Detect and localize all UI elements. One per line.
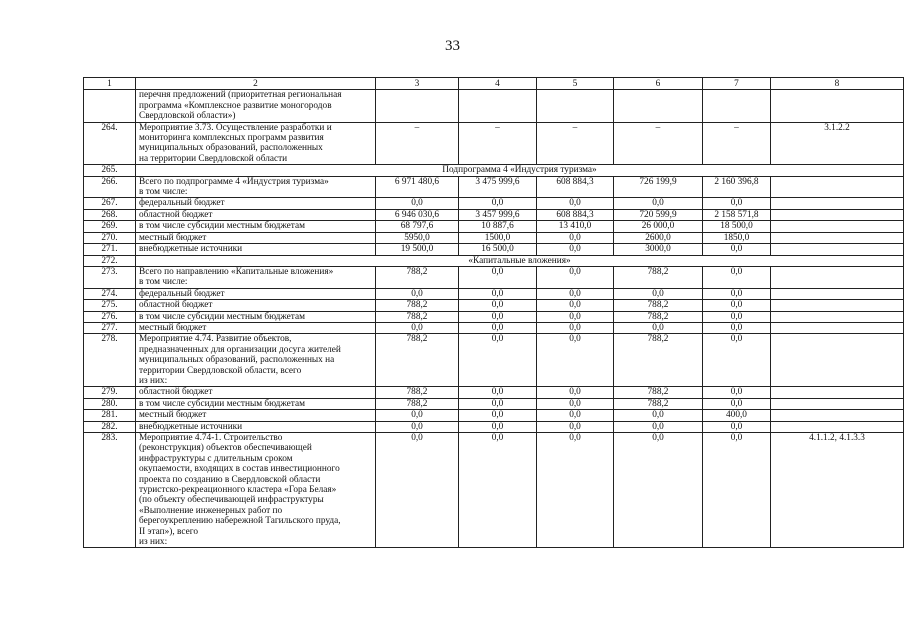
table-row (84, 198, 904, 209)
table-row (84, 387, 904, 398)
value-cell-c4: – (459, 122, 537, 165)
page-number: 33 (445, 38, 460, 54)
row-name: Мероприятие 4.74. Развитие объектов, предназначенных для организации досуга жителей муниципальных образований, расположенных на территории Свердловской области, всего из них: (136, 334, 376, 387)
table-row (84, 334, 904, 387)
table-row (84, 288, 904, 299)
row-number: 265. (84, 165, 136, 176)
column-header: 5 (537, 78, 614, 90)
value-cell-c6: 788,2 (614, 311, 703, 322)
row-number: 282. (84, 421, 136, 432)
value-cell-c5: 0,0 (537, 198, 614, 209)
row-name: Всего по подпрограмме 4 «Индустрия туризма» в том числе: (136, 176, 376, 198)
value-cell-c5: 0,0 (537, 387, 614, 398)
column-header: 4 (459, 78, 537, 90)
value-cell-c7: 18 500,0 (703, 221, 771, 232)
value-cell-c5: 0,0 (537, 433, 614, 548)
value-cell-c4: 0,0 (459, 387, 537, 398)
row-number: 273. (84, 266, 136, 288)
value-cell-c7: 0,0 (703, 311, 771, 322)
value-cell-c7: 2 160 396,8 (703, 176, 771, 198)
row-number: 276. (84, 311, 136, 322)
row-name: в том числе субсидии местным бюджетам (136, 398, 376, 409)
value-cell-c6: 720 599,9 (614, 209, 703, 220)
row-name: перечня предложений (приоритетная региональная программа «Комплексное развитие моногородов Свердловской области») (136, 90, 376, 122)
value-cell-c3: 788,2 (376, 387, 459, 398)
value-cell-c7: 0,0 (703, 244, 771, 255)
value-cell-c3: 0,0 (376, 410, 459, 421)
table-row (84, 266, 904, 288)
value-cell-c5: 0,0 (537, 288, 614, 299)
value-cell-c7: 0,0 (703, 322, 771, 333)
value-cell-c5: 0,0 (537, 266, 614, 288)
target-code-cell (771, 221, 904, 232)
value-cell-c3: 788,2 (376, 311, 459, 322)
target-code-cell (771, 410, 904, 421)
value-cell-c6: 0,0 (614, 288, 703, 299)
target-code-cell (771, 209, 904, 220)
value-cell-c3: 788,2 (376, 334, 459, 387)
target-code-cell (771, 198, 904, 209)
budget-table (83, 77, 904, 548)
row-name: местный бюджет (136, 410, 376, 421)
value-cell-c7: 1850,0 (703, 232, 771, 243)
value-cell-c6: 788,2 (614, 266, 703, 288)
table-row (84, 311, 904, 322)
value-cell-c5: 608 884,3 (537, 176, 614, 198)
value-cell-c6: 788,2 (614, 300, 703, 311)
target-code-cell (771, 176, 904, 198)
value-cell-c3: 0,0 (376, 322, 459, 333)
row-number: 264. (84, 122, 136, 165)
table-row (84, 300, 904, 311)
row-name: федеральный бюджет (136, 198, 376, 209)
value-cell-c6: 0,0 (614, 421, 703, 432)
value-cell-c5: 0,0 (537, 334, 614, 387)
section-title: Подпрограмма 4 «Индустрия туризма» (136, 165, 904, 176)
row-number: 270. (84, 232, 136, 243)
target-code-cell (771, 421, 904, 432)
value-cell-c5: 608 884,3 (537, 209, 614, 220)
value-cell-c7: 0,0 (703, 198, 771, 209)
table-row (84, 90, 904, 122)
target-code-cell (771, 232, 904, 243)
value-cell-c5: 0,0 (537, 322, 614, 333)
table-row (84, 398, 904, 409)
table-row (84, 221, 904, 232)
target-code-cell (771, 334, 904, 387)
value-cell-c5: 0,0 (537, 300, 614, 311)
value-cell-c6 (614, 90, 703, 122)
value-cell-c3 (376, 90, 459, 122)
value-cell-c4: 10 887,6 (459, 221, 537, 232)
target-code-cell: 3.1.2.2 (771, 122, 904, 165)
table-row (84, 421, 904, 432)
row-name: внебюджетные источники (136, 244, 376, 255)
row-number: 279. (84, 387, 136, 398)
value-cell-c3: 0,0 (376, 421, 459, 432)
target-code-cell (771, 398, 904, 409)
value-cell-c4: 3 457 999,6 (459, 209, 537, 220)
row-name: местный бюджет (136, 322, 376, 333)
value-cell-c3: 0,0 (376, 288, 459, 299)
value-cell-c4 (459, 90, 537, 122)
row-number: 266. (84, 176, 136, 198)
row-number: 278. (84, 334, 136, 387)
row-name: областной бюджет (136, 209, 376, 220)
row-number: 268. (84, 209, 136, 220)
column-header: 3 (376, 78, 459, 90)
section-row (84, 255, 904, 266)
target-code-cell: 4.1.1.2, 4.1.3.3 (771, 433, 904, 548)
table-row (84, 322, 904, 333)
value-cell-c5: 13 410,0 (537, 221, 614, 232)
value-cell-c4: 0,0 (459, 288, 537, 299)
value-cell-c7: 0,0 (703, 288, 771, 299)
row-number: 283. (84, 433, 136, 548)
value-cell-c6: 0,0 (614, 433, 703, 548)
row-name: Мероприятие 4.74-1. Строительство (реконструкция) объектов обеспечивающей инфраструктуры с длительным сроком окупаемости, входящих в состав инвестиционного проекта по созданию в Свердловской области туристско-рекреационного кластера «Гора Белая» (по объекту обеспечивающей инфраструктуры «Выполнение инженерных работ по берегоукреплению набережной Тагильского пруда, II этап»), всего из них: (136, 433, 376, 548)
value-cell-c5: 0,0 (537, 398, 614, 409)
value-cell-c3: 19 500,0 (376, 244, 459, 255)
target-code-cell (771, 288, 904, 299)
value-cell-c6: 0,0 (614, 198, 703, 209)
section-row (84, 165, 904, 176)
value-cell-c3: 5950,0 (376, 232, 459, 243)
row-name: областной бюджет (136, 300, 376, 311)
value-cell-c7: 400,0 (703, 410, 771, 421)
value-cell-c4: 0,0 (459, 334, 537, 387)
value-cell-c4: 0,0 (459, 322, 537, 333)
row-name: местный бюджет (136, 232, 376, 243)
value-cell-c7: 0,0 (703, 421, 771, 432)
value-cell-c6: 2600,0 (614, 232, 703, 243)
value-cell-c4: 0,0 (459, 311, 537, 322)
value-cell-c4: 16 500,0 (459, 244, 537, 255)
value-cell-c3: 788,2 (376, 300, 459, 311)
row-name: Мероприятие 3.73. Осуществление разработки и мониторинга комплексных программ развития муниципальных образований, расположенных на территории Свердловской области (136, 122, 376, 165)
value-cell-c6: 0,0 (614, 322, 703, 333)
value-cell-c3: 788,2 (376, 398, 459, 409)
table-header-row (84, 78, 904, 90)
row-name: в том числе субсидии местным бюджетам (136, 221, 376, 232)
value-cell-c4: 0,0 (459, 300, 537, 311)
value-cell-c4: 0,0 (459, 410, 537, 421)
column-header: 8 (771, 78, 904, 90)
value-cell-c5: 0,0 (537, 311, 614, 322)
row-number: 275. (84, 300, 136, 311)
value-cell-c6: 0,0 (614, 410, 703, 421)
row-number: 280. (84, 398, 136, 409)
row-name: Всего по направлению «Капитальные вложения» в том числе: (136, 266, 376, 288)
value-cell-c6: 3000,0 (614, 244, 703, 255)
value-cell-c7: 0,0 (703, 300, 771, 311)
target-code-cell (771, 387, 904, 398)
value-cell-c4: 0,0 (459, 433, 537, 548)
value-cell-c7: 0,0 (703, 433, 771, 548)
row-number: 271. (84, 244, 136, 255)
row-name: внебюджетные источники (136, 421, 376, 432)
value-cell-c7 (703, 90, 771, 122)
row-number: 269. (84, 221, 136, 232)
value-cell-c3: 6 946 030,6 (376, 209, 459, 220)
value-cell-c6: – (614, 122, 703, 165)
value-cell-c6: 26 000,0 (614, 221, 703, 232)
value-cell-c7: 0,0 (703, 266, 771, 288)
value-cell-c3: 6 971 480,6 (376, 176, 459, 198)
table-row (84, 244, 904, 255)
table-row (84, 122, 904, 165)
row-number: 274. (84, 288, 136, 299)
value-cell-c4: 1500,0 (459, 232, 537, 243)
value-cell-c7: 0,0 (703, 387, 771, 398)
value-cell-c7: 2 158 571,8 (703, 209, 771, 220)
row-number: 272. (84, 255, 136, 266)
column-header: 6 (614, 78, 703, 90)
value-cell-c3: 0,0 (376, 433, 459, 548)
value-cell-c4: 0,0 (459, 198, 537, 209)
row-number: 277. (84, 322, 136, 333)
value-cell-c6: 726 199,9 (614, 176, 703, 198)
table-row (84, 176, 904, 198)
value-cell-c7: – (703, 122, 771, 165)
value-cell-c6: 788,2 (614, 387, 703, 398)
column-header: 1 (84, 78, 136, 90)
value-cell-c7: 0,0 (703, 398, 771, 409)
table-row (84, 433, 904, 548)
target-code-cell (771, 90, 904, 122)
value-cell-c5: 0,0 (537, 410, 614, 421)
target-code-cell (771, 311, 904, 322)
column-header: 2 (136, 78, 376, 90)
value-cell-c3: 788,2 (376, 266, 459, 288)
row-number: 281. (84, 410, 136, 421)
value-cell-c4: 0,0 (459, 266, 537, 288)
target-code-cell (771, 300, 904, 311)
row-name: федеральный бюджет (136, 288, 376, 299)
value-cell-c5: – (537, 122, 614, 165)
value-cell-c4: 0,0 (459, 421, 537, 432)
target-code-cell (771, 322, 904, 333)
target-code-cell (771, 244, 904, 255)
value-cell-c5: 0,0 (537, 244, 614, 255)
section-title: «Капитальные вложения» (136, 255, 904, 266)
row-name: областной бюджет (136, 387, 376, 398)
value-cell-c3: – (376, 122, 459, 165)
value-cell-c6: 788,2 (614, 398, 703, 409)
value-cell-c5: 0,0 (537, 421, 614, 432)
target-code-cell (771, 266, 904, 288)
value-cell-c7: 0,0 (703, 334, 771, 387)
table-row (84, 232, 904, 243)
table-row (84, 410, 904, 421)
column-header: 7 (703, 78, 771, 90)
value-cell-c4: 0,0 (459, 398, 537, 409)
value-cell-c3: 68 797,6 (376, 221, 459, 232)
row-number: 267. (84, 198, 136, 209)
value-cell-c4: 3 475 999,6 (459, 176, 537, 198)
row-name: в том числе субсидии местным бюджетам (136, 311, 376, 322)
table-row (84, 209, 904, 220)
value-cell-c6: 788,2 (614, 334, 703, 387)
value-cell-c5 (537, 90, 614, 122)
row-number (84, 90, 136, 122)
value-cell-c3: 0,0 (376, 198, 459, 209)
value-cell-c5: 0,0 (537, 232, 614, 243)
